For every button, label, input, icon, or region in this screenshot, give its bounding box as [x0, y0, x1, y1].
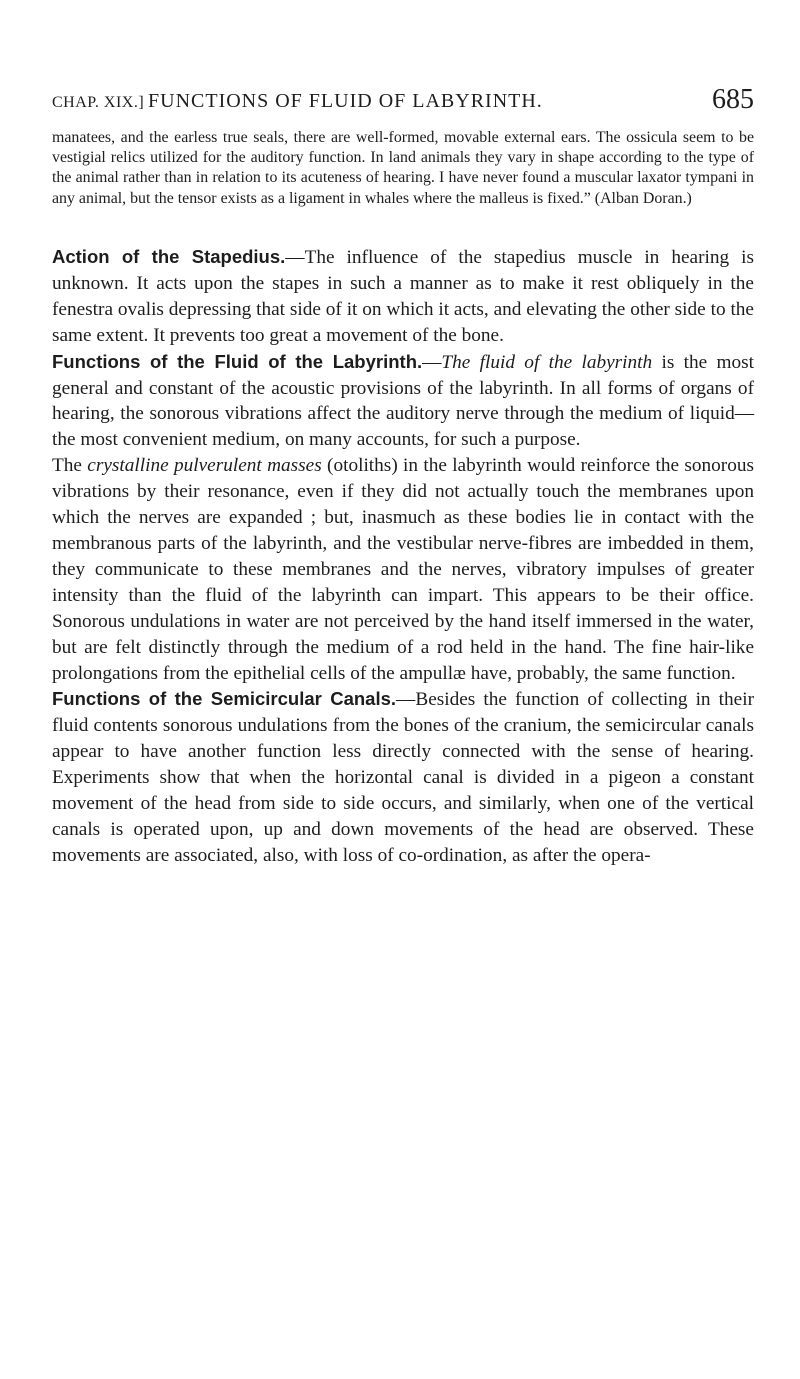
italic-fluid: The fluid of the labyrinth: [441, 351, 653, 373]
chapter-label: CHAP. XIX.]: [52, 94, 145, 111]
main-text: [52, 244, 754, 869]
text-stapedius: —The influence of the stapedius muscle in hearing is unknown. It acts upon the stapes in such a manner as to make it rest obliquely in the fenestra ovalis depressing that side of it on which it acts, and elevating the other side to the same extent. It prevents too great a movement of the bone.: [52, 247, 754, 346]
heading-fluid: Functions of the Fluid of the Labyrinth.: [52, 350, 423, 372]
text-otoliths: (otoliths) in the labyrinth would reinforce the sonorous vibrations by their resonance, even if they did not actually touch the membranes upon which the nerves are expanded ; but, inasmuch as these bodies lie in contact with the membranous parts of the labyrinth, and the vestibular nerve-fibres are imbedded in them, they communicate to these membranes and the nerves, vibratory impulses of greater intensity than the fluid of the labyrinth can impart. This appears to be their office. Sonorous undulations in water are not perceived by the hand itself immersed in the water, but are felt distinctly through the medium of a rod held in the hand. The fine hair-like prolongations from the epithelial cells of the ampullæ have, probably, the same function.: [52, 455, 754, 684]
page-number: 685: [712, 84, 754, 115]
dash-fluid: —: [422, 351, 442, 373]
heading-canals: Functions of the Semicircular Canals.: [52, 688, 397, 710]
intro-paragraph: manatees, and the earless true seals, there are well-formed, movable external ears. The ossicula seem to be vestigial relics utilized for the auditory function. In land animals they vary in shape according to the type of the animal rather than in relation to its acuteness of hearing. I have never found a muscular laxator tympani in any animal, but the tensor exists as a ligament in whales where the malleus is fixed.” (Alban Doran.): [52, 129, 754, 207]
paragraph-canals: [52, 686, 754, 868]
paragraph-stapedius: [52, 244, 754, 349]
running-head: [52, 86, 754, 118]
italic-otoliths: crystalline pulverulent masses: [87, 455, 322, 477]
text-fluid: is the most general and constant of the acoustic provisions of the labyrinth. In all forms of organs of hearing, the sonorous vibrations affect the auditory nerve through the medium of liquid—the most convenient medium, on many accounts, for such a purpose.: [52, 351, 754, 451]
quoted-note: [52, 128, 754, 209]
paragraph-otoliths: [52, 453, 754, 686]
paragraph-fluid: [52, 349, 754, 454]
text-canals: —Besides the function of collecting in their fluid contents sonorous undulations from the bones of the cranium, the semicircular canals appear to have another function less directly connected with the sense of hearing. Experiments show that when the horizontal canal is divided in a pigeon a constant movement of the head from side to side occurs, and similarly, when one of the vertical canals is operated upon, up and down movements of the head are observed. These movements are associated, also, with loss of co-ordination, as after the opera-: [52, 689, 754, 866]
lead-otoliths: The: [52, 455, 88, 477]
running-title: FUNCTIONS OF FLUID OF LABYRINTH.: [148, 90, 543, 112]
heading-stapedius: Action of the Stapedius.: [52, 246, 286, 267]
